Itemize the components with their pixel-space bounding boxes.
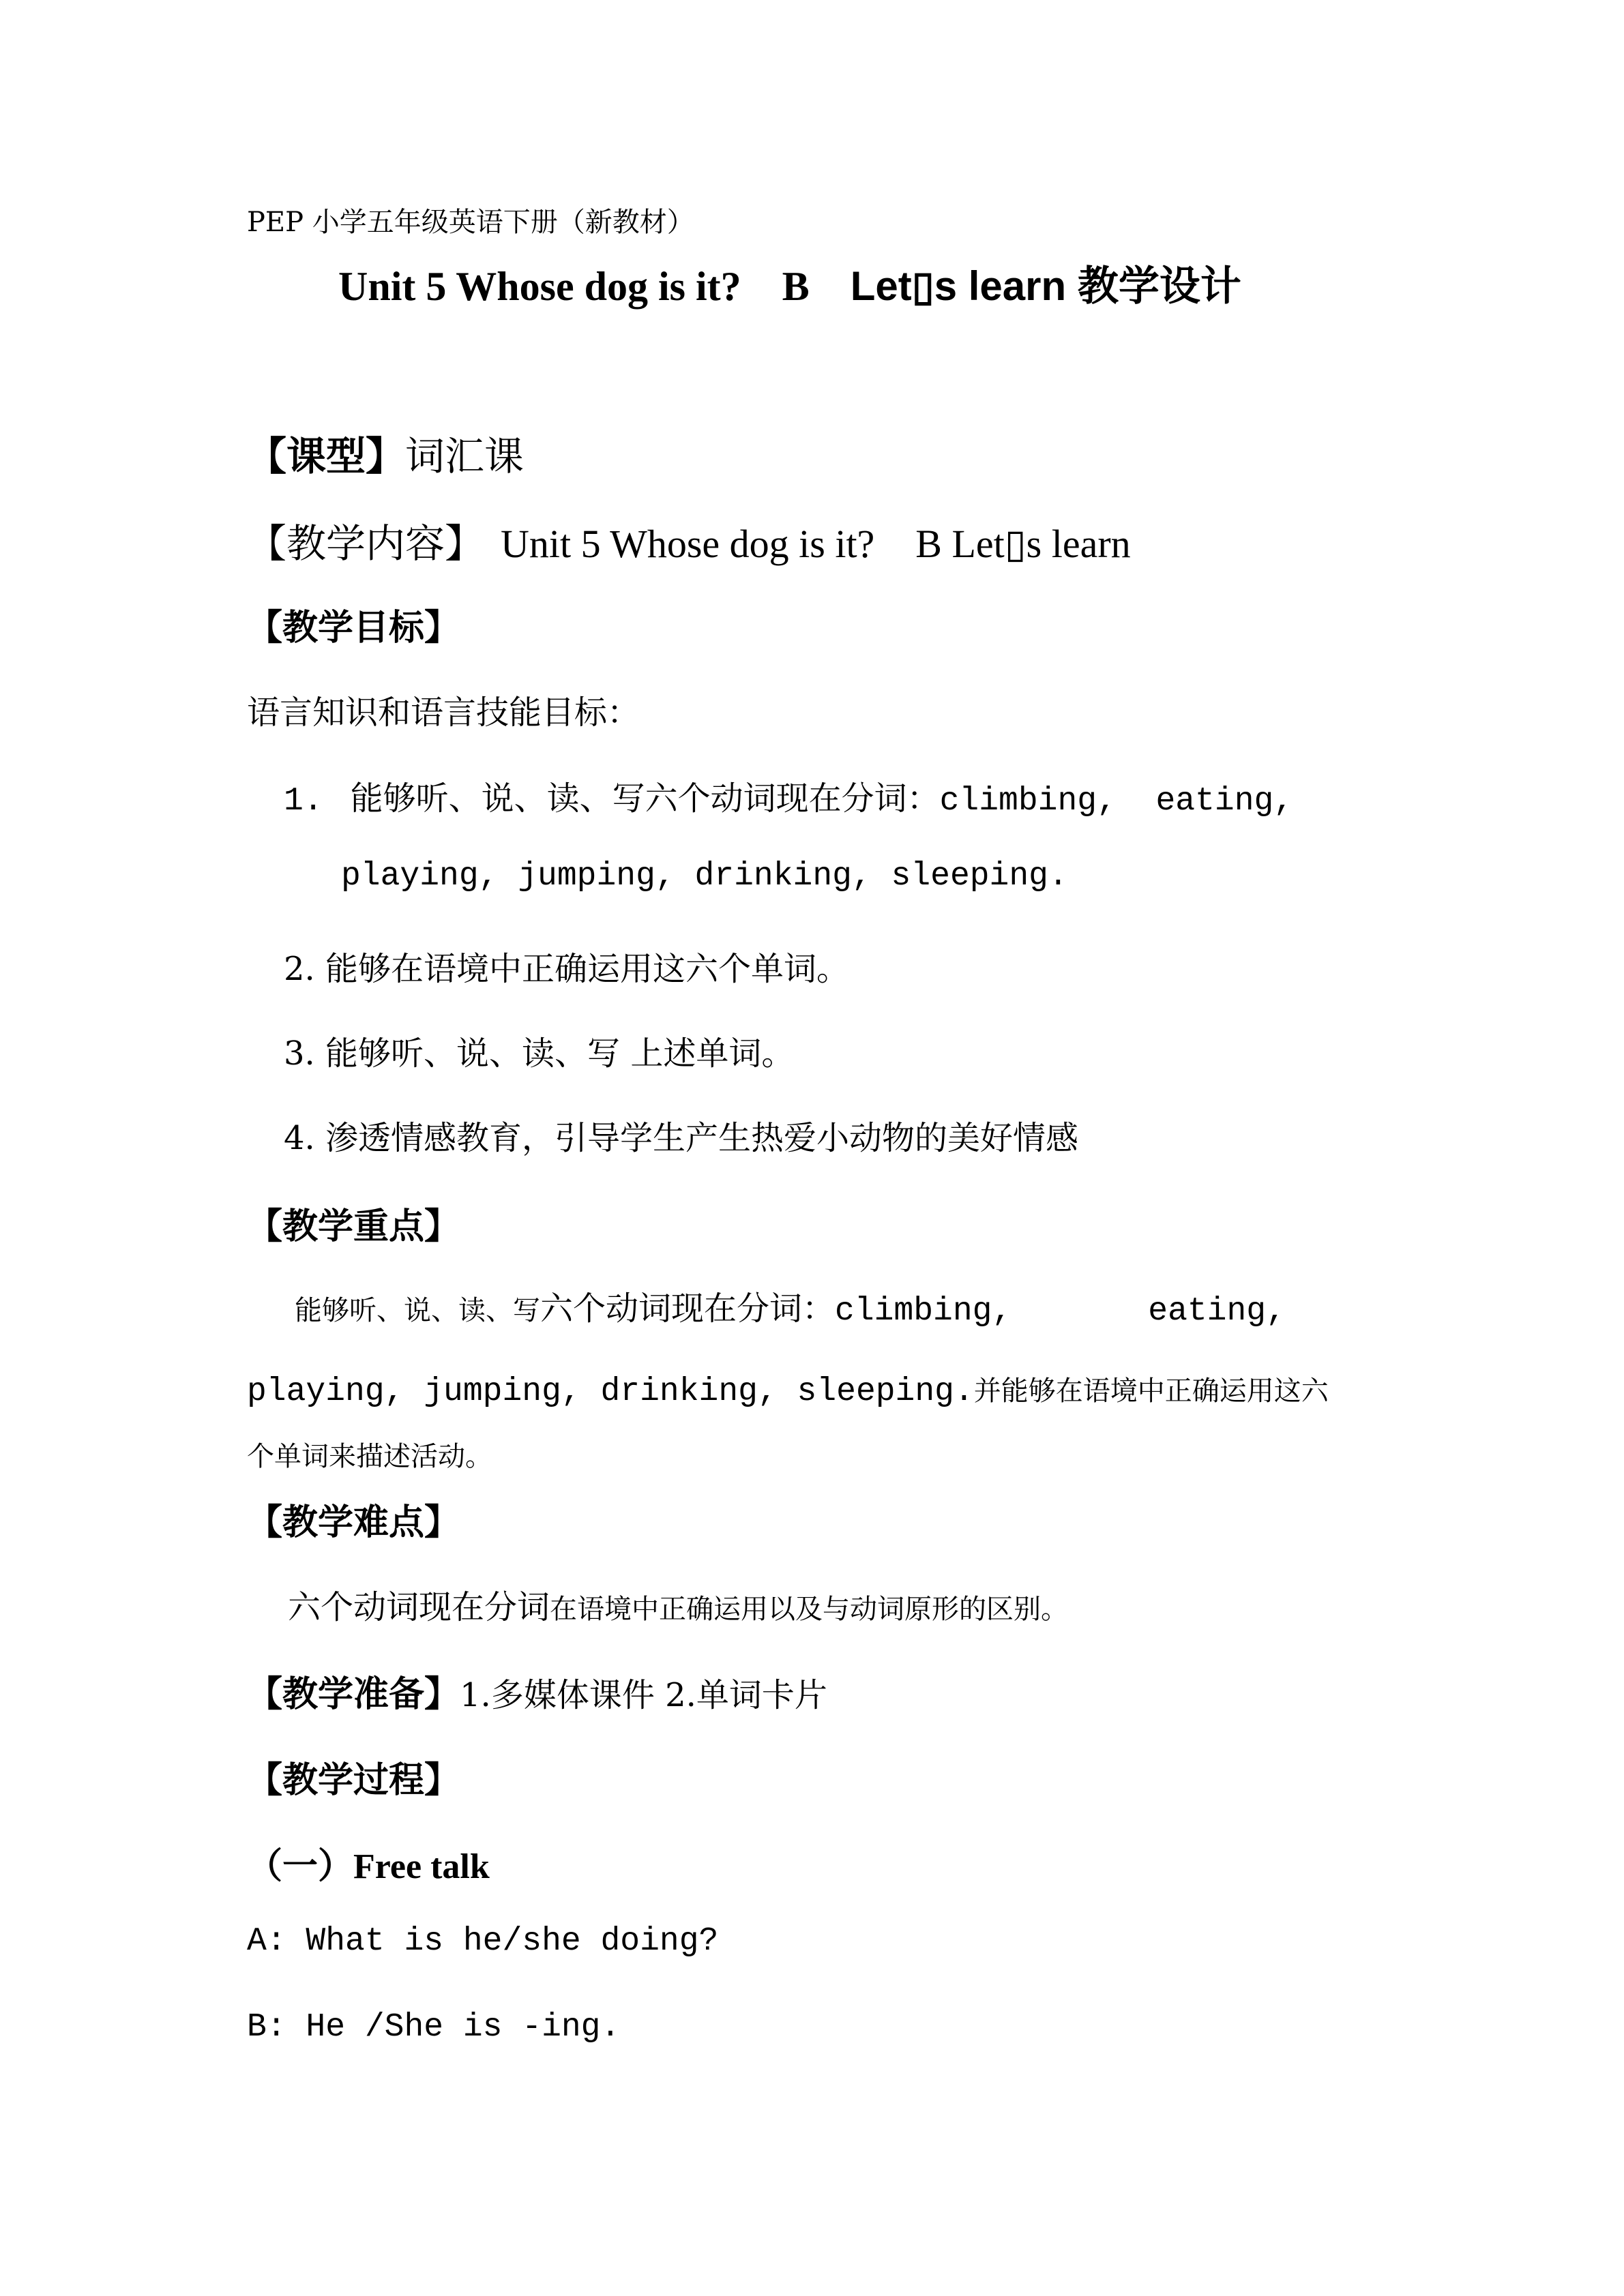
objective-item-1 [284, 772, 1293, 820]
teaching-content-label: 【教学内容】 [247, 520, 485, 567]
step-1-label: （一） [247, 1845, 354, 1887]
objective-item-1-words: climbing, eating, [939, 783, 1294, 820]
key-points-text: 六个动词现在分词： [540, 1289, 836, 1328]
title-part-unit: Unit 5 Whose dog is it? [338, 264, 741, 309]
teaching-content-value: Unit 5 Whose dog is it? [501, 522, 875, 566]
lesson-type-value: 词汇课 [405, 433, 525, 479]
process-heading: 【教学过程】 [247, 1759, 460, 1801]
objective-item-1-text: 能够听、说、读、写六个动词现在分词： [350, 779, 940, 818]
objectives-intro: 语言知识和语言技能目标： [247, 694, 640, 732]
preparation-row [247, 1665, 827, 1716]
document-title [338, 254, 1241, 312]
objective-item-2: 2. 能够在语境中正确运用这六个单词。 [284, 950, 850, 988]
key-points-words: playing, jumping, drinking, sleeping. [247, 1373, 974, 1410]
key-points-text-small: 能够听、说、读、写 [295, 1295, 540, 1326]
key-points-line-3: 个单词来描述活动。 [247, 1441, 492, 1472]
title-part-section: B [782, 264, 810, 309]
preparation-label: 【教学准备】 [247, 1673, 460, 1715]
preparation-value: 1.多媒体课件 2.单词卡片 [460, 1676, 827, 1714]
key-points-heading: 【教学重点】 [247, 1206, 460, 1247]
document-header: PEP 小学五年级英语下册（新教材） [247, 207, 694, 238]
difficulties-heading: 【教学难点】 [247, 1502, 460, 1543]
dialog-line-a: A: What is he/she doing? [247, 1923, 719, 1960]
objective-item-3: 3. 能够听、说、读、写 上述单词。 [284, 1034, 795, 1073]
key-points-text-2: 并能够在语境中正确运用这六 [973, 1375, 1329, 1407]
difficulties-text-small: 在语境中正确运用以及与动词原形的区别。 [550, 1594, 1069, 1625]
key-points-word-eating: eating, [1148, 1293, 1286, 1330]
objective-item-1-number: 1. [284, 783, 323, 820]
difficulties-text [288, 1581, 1068, 1628]
teaching-content-value2: B Let▯s learn [915, 522, 1131, 566]
step-1-title: Free talk [353, 1847, 490, 1886]
objectives-heading: 【教学目标】 [247, 607, 460, 648]
dialog-line-b: B: He /She is -ing. [247, 2009, 621, 2046]
key-points-line-1 [295, 1282, 1286, 1330]
difficulties-text-large: 六个动词现在分词 [288, 1588, 550, 1626]
key-points-word-climbing: climbing, [835, 1293, 1012, 1330]
objective-item-4: 4. 渗透情感教育，引导学生产生热爱小动物的美好情感 [284, 1119, 1079, 1157]
key-points-line-2 [247, 1369, 1329, 1410]
teaching-content-row [247, 511, 1131, 569]
objective-item-1-continued: playing, jumping, drinking, sleeping. [341, 858, 1068, 895]
title-part-lesson: Let▯s learn 教学设计 [850, 263, 1241, 309]
step-1-heading [247, 1837, 490, 1888]
lesson-type-label: 【课型】 [247, 433, 406, 479]
lesson-type-row [247, 424, 524, 481]
